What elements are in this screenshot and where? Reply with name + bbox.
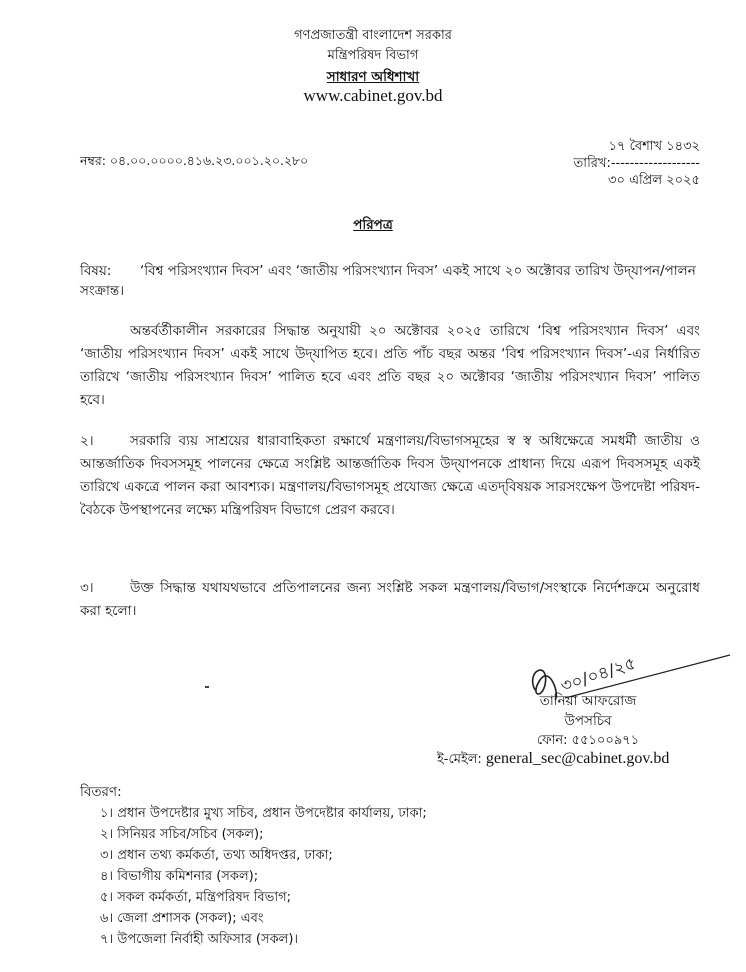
date-bangla: ১৭ বৈশাখ ১৪৩২ xyxy=(608,139,700,154)
scan-speck xyxy=(205,686,209,688)
paragraph-number: ২। xyxy=(80,433,94,449)
paragraph-3 xyxy=(80,577,700,623)
list-item: ৬। জেলা প্রশাসক (সকল); এবং xyxy=(100,911,264,926)
list-item: ১। প্রধান উপদেষ্টার মুখ্য সচিব, প্রধান উপদেষ্টার কার্যালয়, ঢাকা; xyxy=(100,806,427,821)
email-link[interactable]: general_sec@cabinet.gov.bd xyxy=(485,750,670,767)
website-link[interactable]: www.cabinet.gov.bd xyxy=(303,86,443,105)
signatory-email-row xyxy=(437,750,669,771)
division-name: মন্ত্রিপরিষদ বিভাগ xyxy=(327,48,419,63)
subject-text: ‘বিশ্ব পরিসংখ্যান দিবস’ এবং ‘জাতীয় পরিসংখ্যান দিবস’ একই সাথে ২০ অক্টোবর তারিখ উদ্‌যাপন/পালন সংক্রান্ত। xyxy=(80,263,696,299)
date-gregorian: ৩০ এপ্রিল ২০২৫ xyxy=(608,173,700,188)
signatory-designation: উপসচিব xyxy=(564,713,612,729)
date-block xyxy=(520,138,700,189)
distribution-list xyxy=(100,803,427,950)
signatory-phone: ফোন: ৫৫১০০৯৭১ xyxy=(536,733,640,748)
paragraph-number: ৩। xyxy=(80,580,94,596)
list-item: ৫। সকল কর্মকর্তা, মন্ত্রিপরিষদ বিভাগ; xyxy=(100,890,292,905)
list-item: ৪। বিভাগীয় কমিশনার (সকল); xyxy=(100,869,259,884)
paragraph-text: উক্ত সিদ্ধান্ত যথাযথভাবে প্রতিপালনের জন্য সংশ্লিষ্ট সকল মন্ত্রণালয়/বিভাগ/সংস্থাকে নির্দেশক্রমে অনুরোধ করা হলো। xyxy=(80,580,700,619)
memo-number: নম্বর: ০৪.০০.০০০০.৪১৬.২৩.০০১.২০.২৮০ xyxy=(80,153,309,168)
paragraph-2 xyxy=(80,430,700,522)
signatory-name: তানিয়া আফরোজ xyxy=(539,693,637,709)
distribution-title: বিতরণ: xyxy=(80,784,122,800)
subject-label: বিষয়: xyxy=(80,263,112,279)
wing-name: সাধারণ অধিশাখা xyxy=(326,69,420,85)
signature-date: ৩০/০৪/২৫ xyxy=(558,653,639,697)
paragraph-1: অন্তর্বর্তীকালীন সরকারের সিদ্ধান্ত অনুযায়ী ২০ অক্টোবর ২০২৫ তারিখে ‘বিশ্ব পরিসংখ্যান দিবস’ এবং ‘জাতীয় পরিসংখ্যান দিবস’ একই সাথে উদ্‌যাপিত হবে। প্রতি পাঁচ বছর অন্তর ‘বিশ্ব পরিসংখ্যান দিবস’-এর নির্ধারিত তারিখে ‘জাতীয় পরিসংখ্যান দিবস’ পালিত হবে এবং প্রতি বছর ২০ অক্টোবর ‘জাতীয় পরিসংখ্যান দিবস’ পালিত হবে। xyxy=(80,323,700,408)
list-item: ২। সিনিয়র সচিব/সচিব (সকল); xyxy=(100,827,264,842)
list-item: ৩। প্রধান তথ্য কর্মকর্তা, তথ্য অধিদপ্তর, ঢাকা; xyxy=(100,848,333,863)
government-name: গণপ্রজাতন্ত্রী বাংলাদেশ সরকার xyxy=(294,28,452,43)
paragraph-text: সরকারি ব্যয় সাশ্রয়ের ধারাবাহিকতা রক্ষার্থে মন্ত্রণালয়/বিভাগসমূহের স্ব স্ব অধিক্ষেত্রে সমধর্মী জাতীয় ও আন্তর্জাতিক দিবসসমূহ পালনের ক্ষেত্রে সংশ্লিষ্ট আন্তর্জাতিক দিবস উদ্‌যাপনকে প্রাধান্য দিয়ে এরূপ দিবসসমূহ একই তারিখে একত্রে পালন করা আবশ্যক। মন্ত্রণালয়/বিভাগসমূহ প্রযোজ্য ক্ষেত্রে এতদ্‌বিষয়ক সারসংক্ষেপ উপদেষ্টা পরিষদ-বৈঠকে উপস্থাপনের লক্ষ্যে মন্ত্রিপরিষদ বিভাগে প্রেরণ করবে। xyxy=(80,433,700,518)
date-label: তারিখ: xyxy=(573,156,611,171)
document-title: পরিপত্র xyxy=(353,217,393,233)
email-label: ই-মেইল: xyxy=(437,752,482,767)
list-item: ৭। উপজেলা নির্বাহী অফিসার (সকল)। xyxy=(100,932,299,947)
subject xyxy=(80,261,700,301)
date-separator: ------------------- xyxy=(610,156,700,171)
date-row xyxy=(520,155,700,172)
